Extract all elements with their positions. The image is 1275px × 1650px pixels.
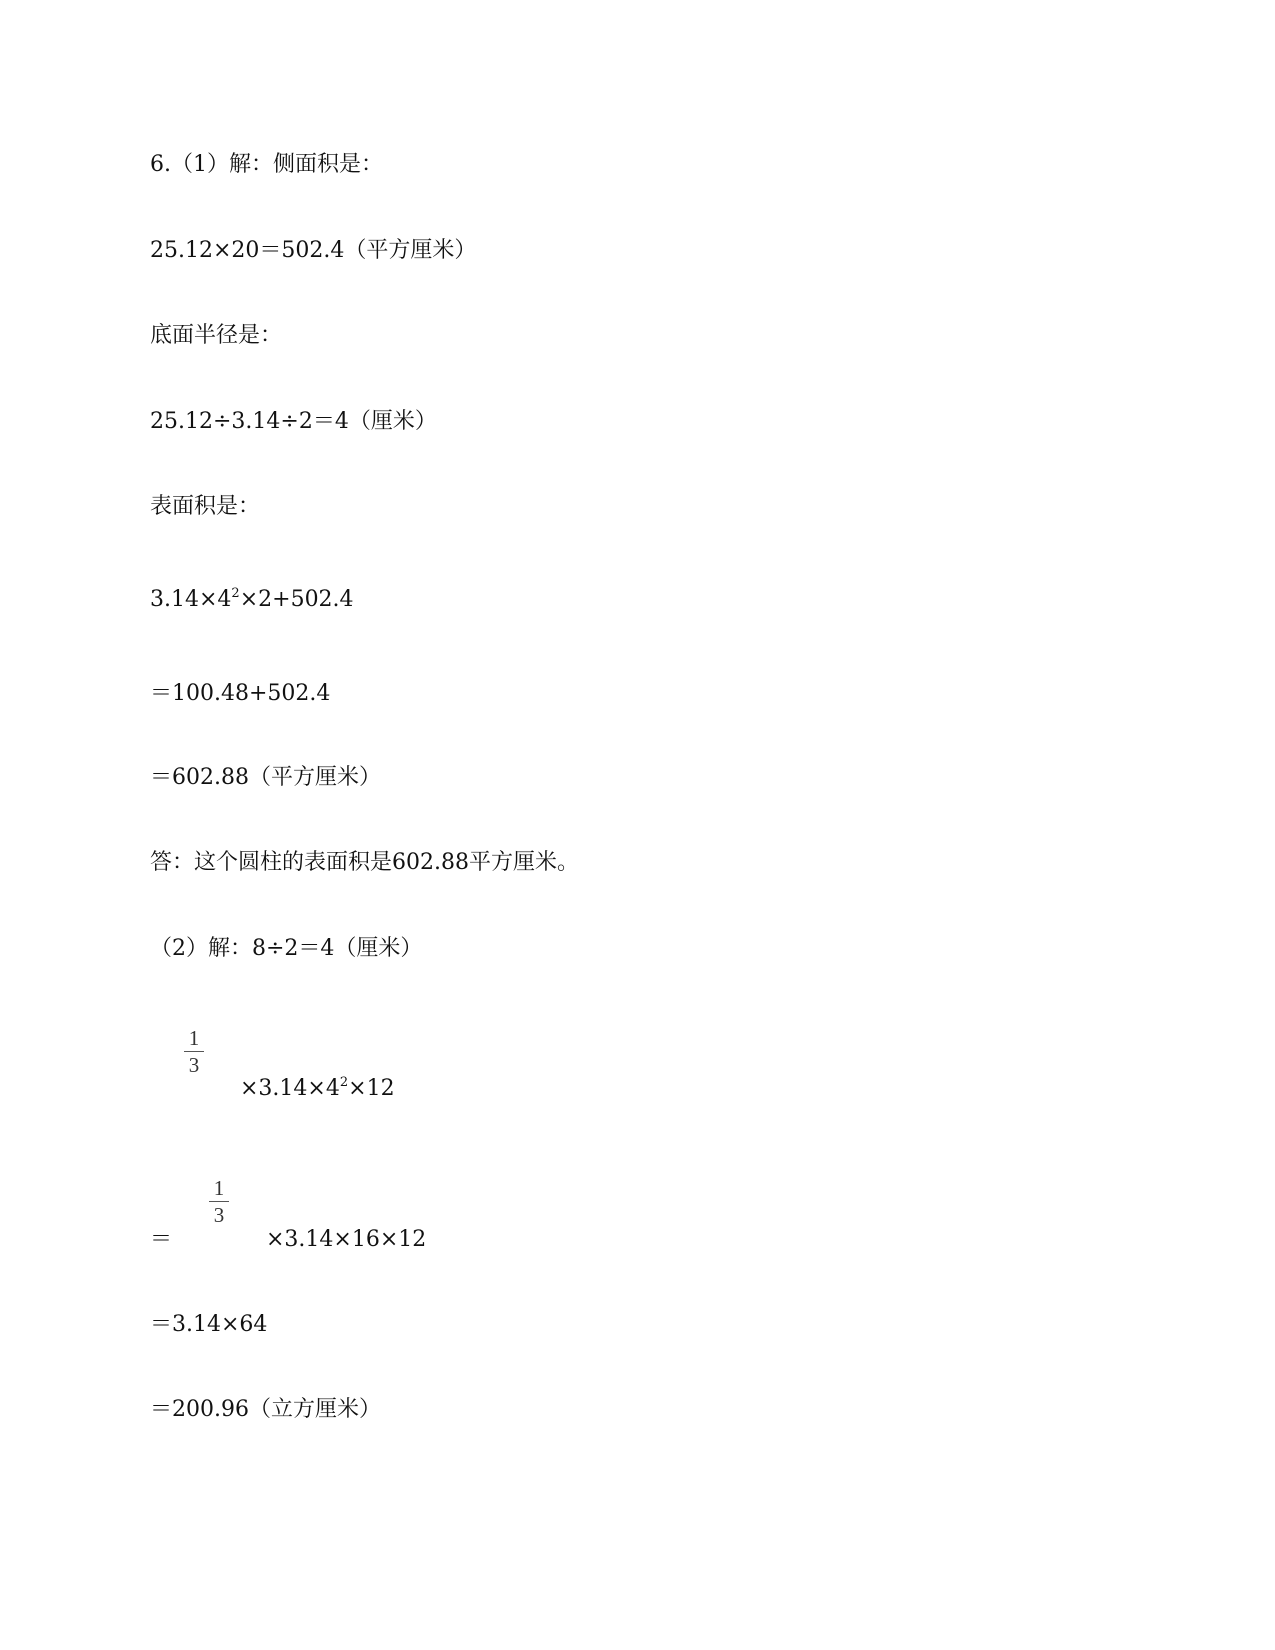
fraction-numerator: 1	[213, 1176, 225, 1200]
fraction-numerator: 1	[188, 1026, 200, 1050]
surface-area-label: 表面积是：	[150, 494, 261, 519]
surface-area-step1: ＝100.48+502.4	[150, 681, 331, 706]
cone-volume-formula	[240, 1075, 395, 1103]
exponent: 2	[231, 586, 240, 601]
fraction-one-third	[209, 1177, 229, 1226]
cone-volume-result: ＝200.96（立方厘米）	[150, 1397, 381, 1422]
cone-volume-step1-equals: ＝	[150, 1227, 173, 1252]
exponent: 2	[339, 1075, 349, 1090]
fraction-denominator: 3	[213, 1203, 225, 1227]
fraction-one-third	[184, 1027, 204, 1076]
fraction-denominator: 3	[188, 1053, 200, 1077]
fraction-bar	[184, 1051, 204, 1052]
formula-part: ×12	[348, 1076, 395, 1101]
formula-part: ×3.14×4	[240, 1076, 340, 1101]
problem-6-part1-heading: 6.（1）解：侧面积是：	[150, 152, 383, 177]
cone-volume-step2: ＝3.14×64	[150, 1312, 268, 1337]
problem-6-part2-heading: （2）解：8÷2＝4（厘米）	[150, 936, 423, 961]
surface-area-formula	[150, 586, 354, 614]
lateral-area-calc: 25.12×20＝502.4（平方厘米）	[150, 238, 477, 263]
part1-answer: 答：这个圆柱的表面积是602.88平方厘米。	[150, 850, 579, 875]
base-radius-label: 底面半径是：	[150, 323, 283, 348]
formula-part: ×2+502.4	[239, 587, 354, 612]
base-radius-calc: 25.12÷3.14÷2＝4（厘米）	[150, 409, 437, 434]
surface-area-result: ＝602.88（平方厘米）	[150, 765, 381, 790]
cone-volume-step1: ×3.14×16×12	[266, 1227, 427, 1252]
fraction-bar	[209, 1201, 229, 1202]
formula-part: 3.14×4	[150, 587, 232, 612]
